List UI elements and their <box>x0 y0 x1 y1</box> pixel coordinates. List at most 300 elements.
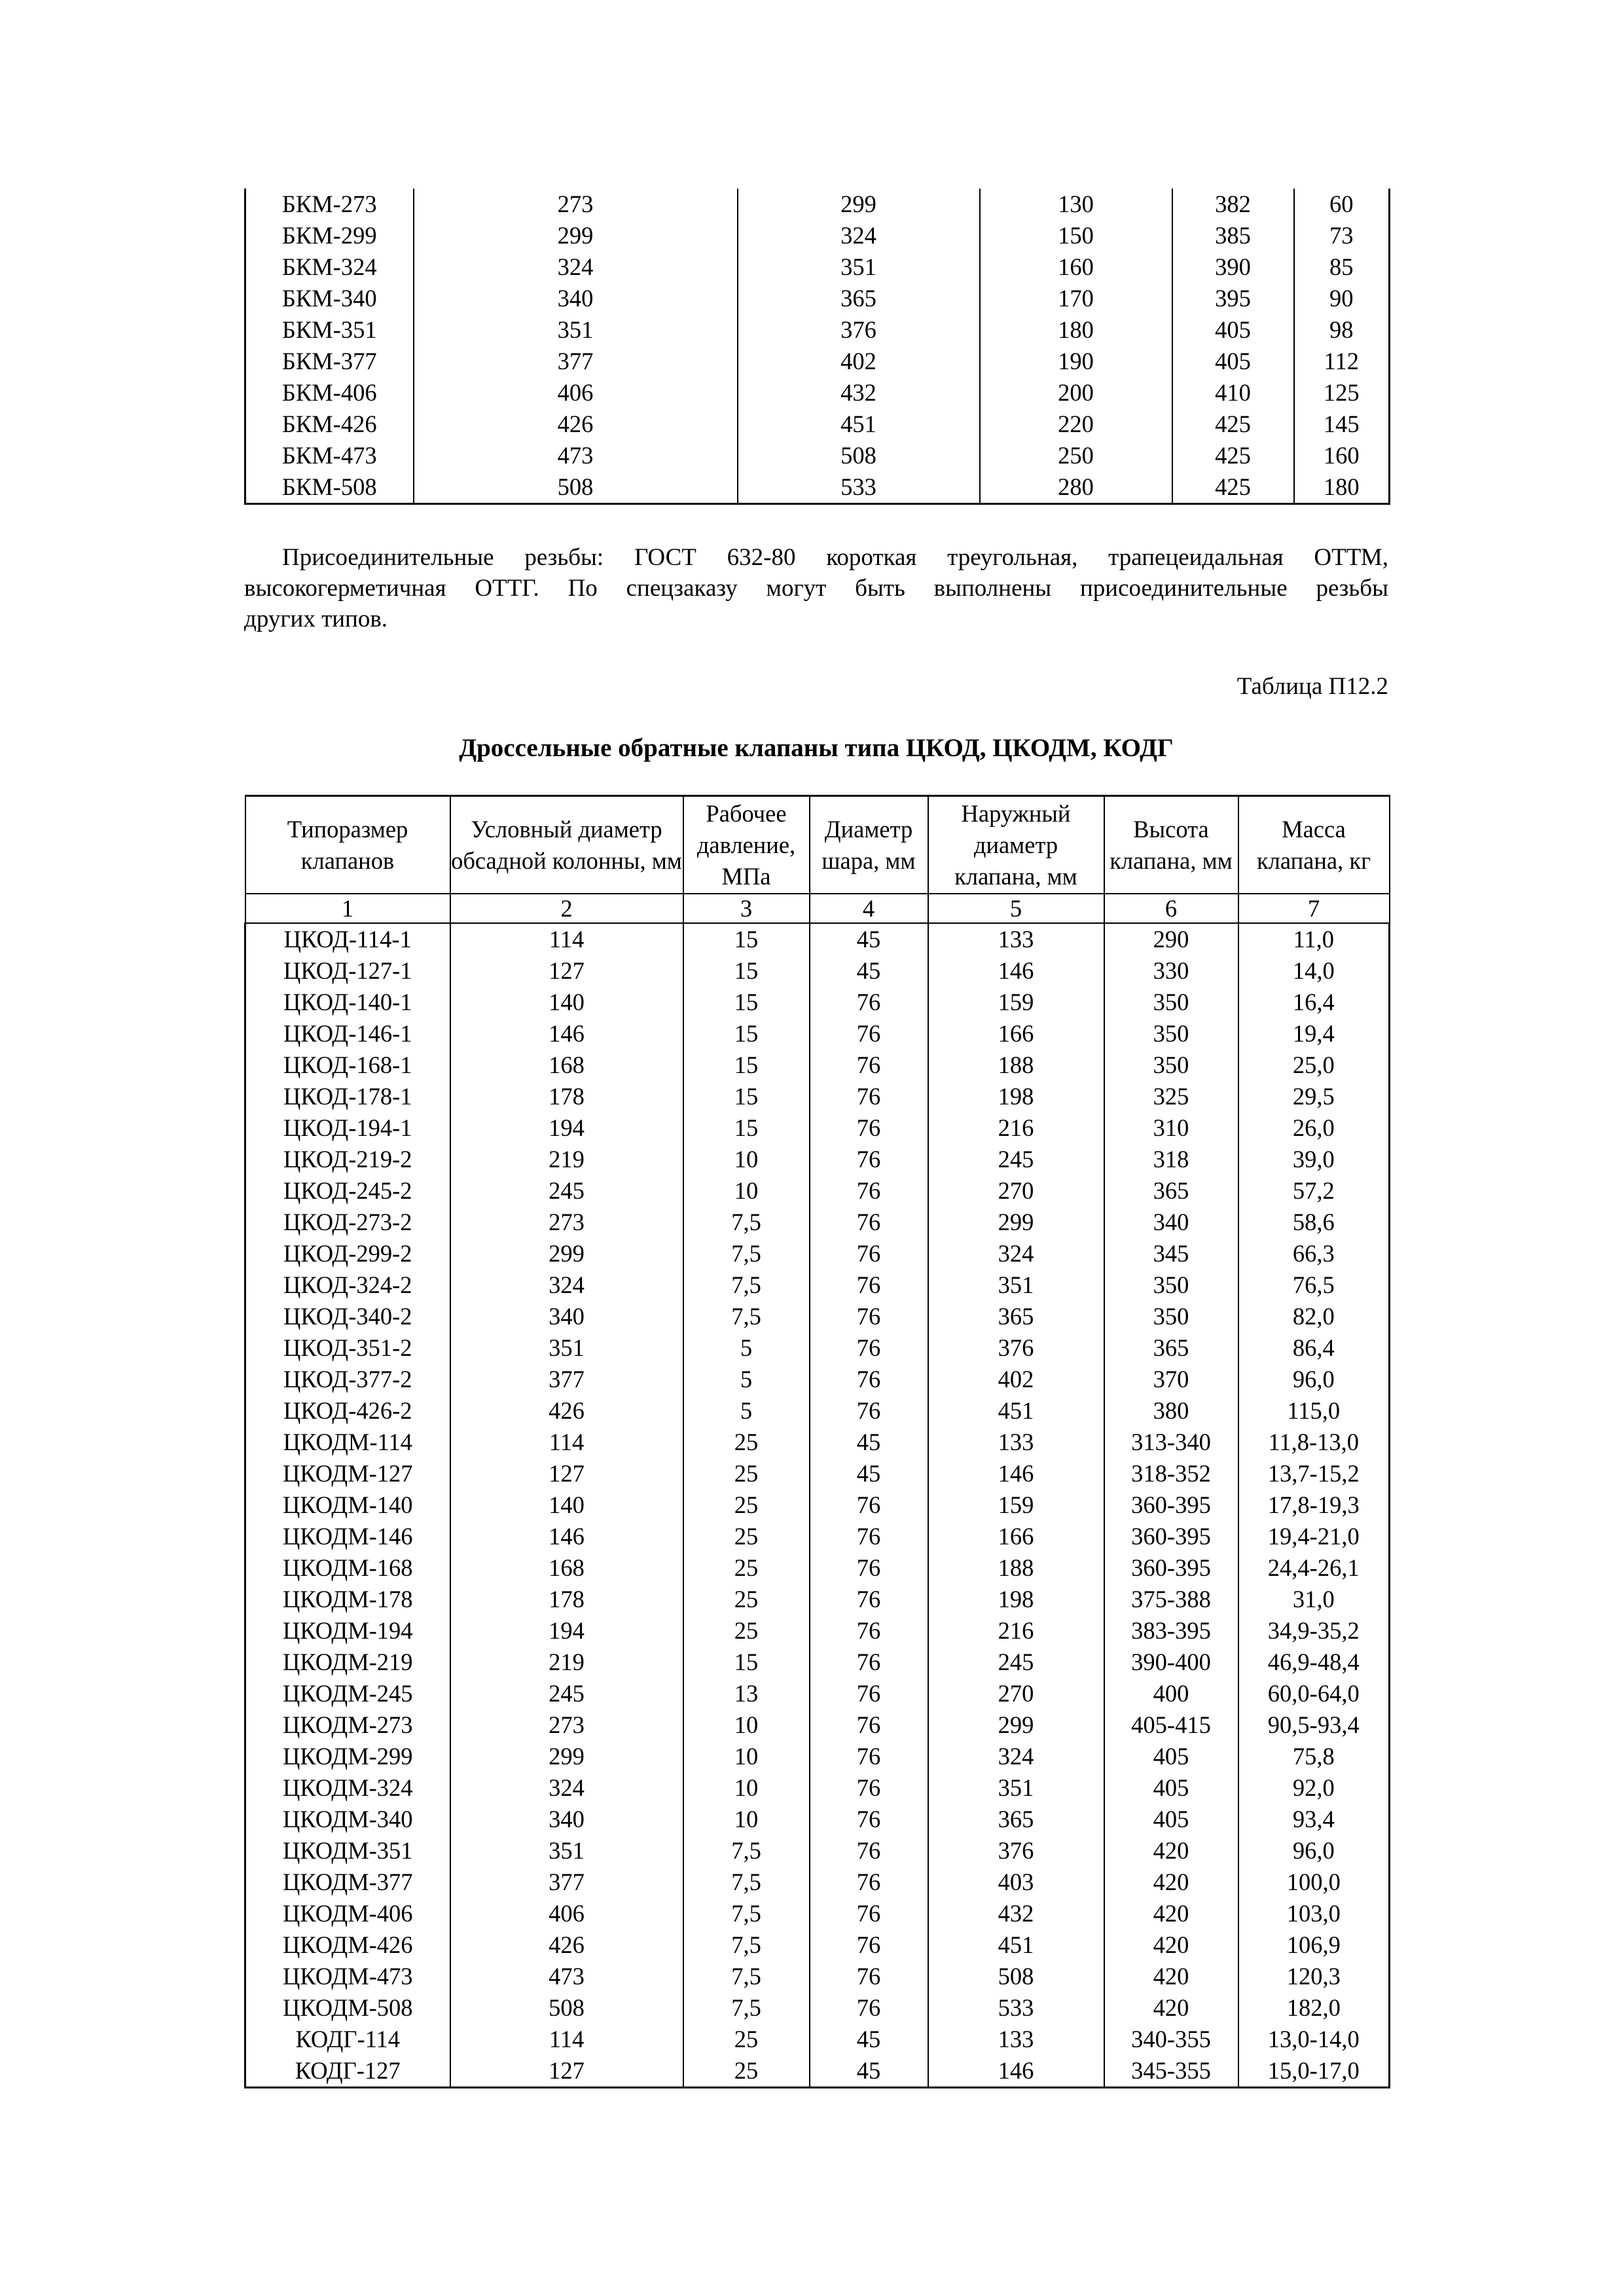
table-cell: 420 <box>1104 1898 1238 1929</box>
table-cell: 382 <box>1172 189 1294 220</box>
table-cell: 58,6 <box>1238 1207 1390 1238</box>
table-cell: 90 <box>1294 283 1390 314</box>
table-row <box>245 1678 1390 1709</box>
table-cell: ЦКОДМ-324 <box>245 1772 450 1804</box>
table-cell: 318-352 <box>1104 1458 1238 1489</box>
table-cell: 46,9-48,4 <box>1238 1647 1390 1678</box>
table-cell: 14,0 <box>1238 955 1390 987</box>
table-cell: 125 <box>1294 377 1390 409</box>
table-cell: БКМ-351 <box>245 314 414 346</box>
table-cell: 245 <box>450 1175 683 1207</box>
table-cell: 350 <box>1104 1018 1238 1049</box>
table-cell: 168 <box>450 1552 683 1584</box>
table-cell: 178 <box>450 1081 683 1112</box>
table-row <box>245 1427 1390 1458</box>
table-cell: 365 <box>928 1301 1104 1332</box>
table-row <box>245 1018 1390 1049</box>
table-cell: ЦКОДМ-273 <box>245 1709 450 1741</box>
table-cell: 508 <box>414 471 738 504</box>
table-cell: 351 <box>450 1332 683 1364</box>
table-cell: 405-415 <box>1104 1709 1238 1741</box>
table-cell: 405 <box>1104 1741 1238 1772</box>
table-cell: 376 <box>738 314 980 346</box>
table-cell: ЦКОДМ-473 <box>245 1961 450 1992</box>
table-row <box>245 1301 1390 1332</box>
table-cell: 76 <box>810 1112 928 1144</box>
valves-table <box>244 795 1390 2088</box>
table-cell: 5 <box>683 1332 810 1364</box>
table-cell: 75,8 <box>1238 1741 1390 1772</box>
table-cell: 114 <box>450 2024 683 2055</box>
table-cell: 160 <box>980 251 1172 283</box>
table-cell: 10 <box>683 1175 810 1207</box>
table-cell: 34,9-35,2 <box>1238 1615 1390 1647</box>
table-cell: 318 <box>1104 1144 1238 1175</box>
header-casing-diameter: Условный диаметр обсадной колонны, мм <box>450 796 683 894</box>
column-number: 3 <box>683 894 810 923</box>
table-cell: 45 <box>810 923 928 955</box>
table-cell: 76 <box>810 1364 928 1395</box>
table-cell: 245 <box>928 1144 1104 1175</box>
table-cell: 15 <box>683 987 810 1018</box>
table-cell: 7,5 <box>683 1301 810 1332</box>
table-cell: 194 <box>450 1112 683 1144</box>
table-cell: ЦКОД-426-2 <box>245 1395 450 1427</box>
column-number: 5 <box>928 894 1104 923</box>
table-row <box>245 220 1390 251</box>
column-number: 4 <box>810 894 928 923</box>
table-cell: 15 <box>683 1018 810 1049</box>
table-cell: 377 <box>450 1364 683 1395</box>
table-cell: 340-355 <box>1104 2024 1238 2055</box>
table-cell: 533 <box>928 1992 1104 2024</box>
table-cell: 29,5 <box>1238 1081 1390 1112</box>
table-cell: ЦКОД-219-2 <box>245 1144 450 1175</box>
table-cell: 76 <box>810 1647 928 1678</box>
table-cell: 10 <box>683 1144 810 1175</box>
table-row <box>245 1584 1390 1615</box>
table-cell: 432 <box>738 377 980 409</box>
table-cell: 194 <box>450 1615 683 1647</box>
table-cell: 159 <box>928 1489 1104 1521</box>
table-cell: 7,5 <box>683 1898 810 1929</box>
table-cell: 76 <box>810 1552 928 1584</box>
table-cell: ЦКОДМ-194 <box>245 1615 450 1647</box>
table-cell: 25,0 <box>1238 1049 1390 1081</box>
table-cell: 17,8-19,3 <box>1238 1489 1390 1521</box>
table-cell: 350 <box>1104 1269 1238 1301</box>
table-cell: 166 <box>928 1018 1104 1049</box>
table-cell: 383-395 <box>1104 1615 1238 1647</box>
table-row <box>245 314 1390 346</box>
table-cell: 7,5 <box>683 1238 810 1269</box>
table-cell: 15 <box>683 1049 810 1081</box>
table-cell: БКМ-299 <box>245 220 414 251</box>
header-mass: Масса клапана, кг <box>1238 796 1390 894</box>
table-cell: 15 <box>683 955 810 987</box>
table-cell: 26,0 <box>1238 1112 1390 1144</box>
table-cell: 365 <box>1104 1332 1238 1364</box>
table-cell: 15 <box>683 1647 810 1678</box>
table-cell: 25 <box>683 1458 810 1489</box>
table-cell: 25 <box>683 1521 810 1552</box>
table-cell: 19,4 <box>1238 1018 1390 1049</box>
table-cell: 10 <box>683 1741 810 1772</box>
table-row <box>245 1395 1390 1427</box>
table-cell: 76 <box>810 1867 928 1898</box>
table-cell: 76 <box>810 1615 928 1647</box>
table-cell: 508 <box>450 1992 683 2024</box>
table-cell: 219 <box>450 1144 683 1175</box>
table-cell: 76,5 <box>1238 1269 1390 1301</box>
table-cell: 127 <box>450 955 683 987</box>
table-row <box>245 1835 1390 1867</box>
table-cell: ЦКОД-377-2 <box>245 1364 450 1395</box>
table-cell: 380 <box>1104 1395 1238 1427</box>
table-title: Дроссельные обратные клапаны типа ЦКОД, ЦКОДМ, КОДГ <box>459 734 1174 762</box>
table-cell: 130 <box>980 189 1172 220</box>
table-cell: 13,7-15,2 <box>1238 1458 1390 1489</box>
table-cell: 420 <box>1104 1992 1238 2024</box>
header-size: Типоразмер клапанов <box>245 796 450 894</box>
table-cell: ЦКОД-168-1 <box>245 1049 450 1081</box>
table-cell: БКМ-473 <box>245 440 414 471</box>
table-row <box>245 1709 1390 1741</box>
thread-note-paragraph <box>244 542 1388 634</box>
table-cell: 403 <box>928 1867 1104 1898</box>
table-cell: 140 <box>450 1489 683 1521</box>
table-row <box>245 346 1390 377</box>
table-cell: ЦКОДМ-178 <box>245 1584 450 1615</box>
table-cell: 426 <box>450 1395 683 1427</box>
table-cell: ЦКОДМ-340 <box>245 1804 450 1835</box>
table-cell: 188 <box>928 1552 1104 1584</box>
table-row <box>245 1238 1390 1269</box>
table-cell: БКМ-377 <box>245 346 414 377</box>
column-number: 6 <box>1104 894 1238 923</box>
table-cell: 146 <box>450 1521 683 1552</box>
table-cell: 400 <box>1104 1678 1238 1709</box>
table-cell: ЦКОДМ-127 <box>245 1458 450 1489</box>
table-cell: 159 <box>928 987 1104 1018</box>
table-cell: 76 <box>810 1804 928 1835</box>
table-cell: 508 <box>928 1961 1104 1992</box>
table-row <box>245 189 1390 220</box>
paragraph-line-1: Присоединительные резьбы: ГОСТ 632-80 короткая треугольная, трапецеидальная ОТТМ, <box>282 544 1388 571</box>
table-row <box>245 1772 1390 1804</box>
table-cell: 100,0 <box>1238 1867 1390 1898</box>
table-cell: 133 <box>928 1427 1104 1458</box>
table-cell: БКМ-324 <box>245 251 414 283</box>
table-cell: 180 <box>980 314 1172 346</box>
table-cell: 533 <box>738 471 980 504</box>
table-cell: 406 <box>414 377 738 409</box>
table-row <box>245 1207 1390 1238</box>
table-cell: 7,5 <box>683 1961 810 1992</box>
table-cell: 160 <box>1294 440 1390 471</box>
table-cell: 39,0 <box>1238 1144 1390 1175</box>
table-cell: ЦКОД-114-1 <box>245 923 450 955</box>
table-cell: 115,0 <box>1238 1395 1390 1427</box>
header-outer-diameter: Наружный диаметр клапана, мм <box>928 796 1104 894</box>
table-row <box>245 1741 1390 1772</box>
table-cell: 168 <box>450 1049 683 1081</box>
table-cell: 76 <box>810 1395 928 1427</box>
table-row <box>245 1552 1390 1584</box>
table-cell: 324 <box>738 220 980 251</box>
table-cell: 170 <box>980 283 1172 314</box>
table-cell: ЦКОДМ-114 <box>245 1427 450 1458</box>
table-cell: 345-355 <box>1104 2055 1238 2088</box>
table-cell: ЦКОД-140-1 <box>245 987 450 1018</box>
table-row <box>245 1615 1390 1647</box>
table-cell: 405 <box>1172 346 1294 377</box>
table-cell: 299 <box>928 1207 1104 1238</box>
table-cell: 385 <box>1172 220 1294 251</box>
table-cell: ЦКОДМ-140 <box>245 1489 450 1521</box>
table-cell: 76 <box>810 1741 928 1772</box>
table-cell: 376 <box>928 1332 1104 1364</box>
table-cell: 25 <box>683 1427 810 1458</box>
table-cell: 60 <box>1294 189 1390 220</box>
table-cell: 351 <box>450 1835 683 1867</box>
header-ball-diameter: Диаметр шара, мм <box>810 796 928 894</box>
table-cell: БКМ-273 <box>245 189 414 220</box>
table-cell: 96,0 <box>1238 1835 1390 1867</box>
table-cell: 15,0-17,0 <box>1238 2055 1390 2088</box>
table-cell: 410 <box>1172 377 1294 409</box>
paragraph-line-3: других типов. <box>244 606 388 632</box>
table-cell: 146 <box>928 2055 1104 2088</box>
table-cell: 188 <box>928 1049 1104 1081</box>
table-cell: 390 <box>1172 251 1294 283</box>
table-cell: 350 <box>1104 1301 1238 1332</box>
table-cell: 420 <box>1104 1961 1238 1992</box>
table-cell: 299 <box>928 1709 1104 1741</box>
table-cell: 45 <box>810 2024 928 2055</box>
table-cell: 7,5 <box>683 1269 810 1301</box>
table-cell: 13,0-14,0 <box>1238 2024 1390 2055</box>
table-cell: 280 <box>980 471 1172 504</box>
table-cell: БКМ-340 <box>245 283 414 314</box>
table-cell: 299 <box>450 1238 683 1269</box>
table-cell: 198 <box>928 1584 1104 1615</box>
table-cell: 325 <box>1104 1081 1238 1112</box>
table-row <box>245 1364 1390 1395</box>
table-cell: 76 <box>810 1269 928 1301</box>
table-cell: 290 <box>1104 923 1238 955</box>
table-cell: 24,4-26,1 <box>1238 1552 1390 1584</box>
table-cell: 82,0 <box>1238 1301 1390 1332</box>
table-row <box>245 409 1390 440</box>
table-cell: 76 <box>810 987 928 1018</box>
table-cell: 5 <box>683 1364 810 1395</box>
table-cell: 146 <box>928 955 1104 987</box>
table-cell: ЦКОДМ-245 <box>245 1678 450 1709</box>
table-row <box>245 1647 1390 1678</box>
table-cell: 7,5 <box>683 1207 810 1238</box>
table-row <box>245 1112 1390 1144</box>
header-row <box>245 796 1390 894</box>
table-cell: 350 <box>1104 1049 1238 1081</box>
table-cell: 19,4-21,0 <box>1238 1521 1390 1552</box>
table-row <box>245 1049 1390 1081</box>
table-cell: 7,5 <box>683 1867 810 1898</box>
table-cell: 395 <box>1172 283 1294 314</box>
table-cell: 92,0 <box>1238 1772 1390 1804</box>
table-cell: 375-388 <box>1104 1584 1238 1615</box>
header-height: Высота клапана, мм <box>1104 796 1238 894</box>
table-cell: 220 <box>980 409 1172 440</box>
table-row <box>245 1458 1390 1489</box>
table-cell: 103,0 <box>1238 1898 1390 1929</box>
table-caption: Таблица П12.2 <box>1236 673 1388 700</box>
table-cell: 112 <box>1294 346 1390 377</box>
table-cell: 405 <box>1104 1772 1238 1804</box>
table-cell: ЦКОД-324-2 <box>245 1269 450 1301</box>
table-cell: 76 <box>810 1521 928 1552</box>
table-cell: 76 <box>810 1332 928 1364</box>
table-cell: 473 <box>450 1961 683 1992</box>
table-cell: 360-395 <box>1104 1521 1238 1552</box>
table-cell: 25 <box>683 2055 810 2088</box>
table-cell: 390-400 <box>1104 1647 1238 1678</box>
table-cell: 250 <box>980 440 1172 471</box>
table-cell: 145 <box>1294 409 1390 440</box>
table-cell: 15 <box>683 1081 810 1112</box>
table-cell: 310 <box>1104 1112 1238 1144</box>
table-row <box>245 283 1390 314</box>
table-cell: 76 <box>810 1898 928 1929</box>
table-cell: 7,5 <box>683 1835 810 1867</box>
table-cell: 85 <box>1294 251 1390 283</box>
table-cell: ЦКОД-273-2 <box>245 1207 450 1238</box>
table-cell: 98 <box>1294 314 1390 346</box>
table-row <box>245 251 1390 283</box>
table-cell: 420 <box>1104 1835 1238 1867</box>
table-cell: 299 <box>738 189 980 220</box>
table-cell: 425 <box>1172 409 1294 440</box>
table-cell: 273 <box>414 189 738 220</box>
table-cell: ЦКОД-194-1 <box>245 1112 450 1144</box>
table-cell: 127 <box>450 1458 683 1489</box>
table-cell: 60,0-64,0 <box>1238 1678 1390 1709</box>
table-cell: 273 <box>450 1207 683 1238</box>
table-cell: ЦКОДМ-426 <box>245 1929 450 1961</box>
column-number-row <box>245 894 1390 923</box>
table-cell: 25 <box>683 2024 810 2055</box>
table-row <box>245 1992 1390 2024</box>
table-cell: 451 <box>928 1395 1104 1427</box>
table-cell: КОДГ-127 <box>245 2055 450 2088</box>
table-cell: 365 <box>1104 1175 1238 1207</box>
table-cell: ЦКОДМ-299 <box>245 1741 450 1772</box>
table-cell: 406 <box>450 1898 683 1929</box>
table-cell: 426 <box>414 409 738 440</box>
table-cell: 273 <box>450 1709 683 1741</box>
table-cell: ЦКОДМ-146 <box>245 1521 450 1552</box>
table-cell: 299 <box>414 220 738 251</box>
table-cell: 219 <box>450 1647 683 1678</box>
table-cell: 133 <box>928 923 1104 955</box>
table-cell: 340 <box>1104 1207 1238 1238</box>
table-cell: 198 <box>928 1081 1104 1112</box>
header-pressure: Рабочее давление, МПа <box>683 796 810 894</box>
table-cell: 76 <box>810 1992 928 2024</box>
table-cell: 190 <box>980 346 1172 377</box>
table-cell: 340 <box>450 1804 683 1835</box>
table-cell: 127 <box>450 2055 683 2088</box>
table-cell: 76 <box>810 1081 928 1112</box>
table-cell: 402 <box>738 346 980 377</box>
table-cell: 76 <box>810 1772 928 1804</box>
table-cell: 425 <box>1172 471 1294 504</box>
table-cell: 11,8-13,0 <box>1238 1427 1390 1458</box>
table-cell: 13 <box>683 1678 810 1709</box>
table-cell: 425 <box>1172 440 1294 471</box>
table-cell: ЦКОДМ-406 <box>245 1898 450 1929</box>
table-cell: БКМ-406 <box>245 377 414 409</box>
table-cell: 432 <box>928 1898 1104 1929</box>
table-row <box>245 1332 1390 1364</box>
table-cell: 405 <box>1172 314 1294 346</box>
table-row <box>245 377 1390 409</box>
table-cell: ЦКОДМ-168 <box>245 1552 450 1584</box>
table-cell: 377 <box>450 1867 683 1898</box>
table-cell: 76 <box>810 1678 928 1709</box>
table-cell: 324 <box>414 251 738 283</box>
table-cell: 180 <box>1294 471 1390 504</box>
table-row <box>245 1269 1390 1301</box>
table-row <box>245 1489 1390 1521</box>
table-cell: ЦКОДМ-508 <box>245 1992 450 2024</box>
table-cell: ЦКОД-127-1 <box>245 955 450 987</box>
column-number: 1 <box>245 894 450 923</box>
table-cell: 324 <box>928 1238 1104 1269</box>
table-cell: 299 <box>450 1741 683 1772</box>
table-cell: 351 <box>414 314 738 346</box>
table-cell: 25 <box>683 1489 810 1521</box>
table-cell: 216 <box>928 1615 1104 1647</box>
table-row <box>245 471 1390 504</box>
table-cell: 350 <box>1104 987 1238 1018</box>
table-cell: 76 <box>810 1709 928 1741</box>
table-cell: 270 <box>928 1175 1104 1207</box>
column-number: 2 <box>450 894 683 923</box>
table-row <box>245 2024 1390 2055</box>
table-cell: 7,5 <box>683 1992 810 2024</box>
table-cell: ЦКОДМ-351 <box>245 1835 450 1867</box>
table-cell: 324 <box>450 1772 683 1804</box>
table-cell: 45 <box>810 955 928 987</box>
table-cell: 76 <box>810 1584 928 1615</box>
table-row <box>245 1081 1390 1112</box>
table-cell: 473 <box>414 440 738 471</box>
table-cell: 377 <box>414 346 738 377</box>
table-cell: 57,2 <box>1238 1175 1390 1207</box>
table-cell: 405 <box>1104 1804 1238 1835</box>
table-cell: 313-340 <box>1104 1427 1238 1458</box>
table-cell: 76 <box>810 1207 928 1238</box>
table-cell: 86,4 <box>1238 1332 1390 1364</box>
table-cell: 216 <box>928 1112 1104 1144</box>
table-cell: 25 <box>683 1552 810 1584</box>
table-cell: 140 <box>450 987 683 1018</box>
table-cell: 45 <box>810 2055 928 2088</box>
table-cell: ЦКОД-146-1 <box>245 1018 450 1049</box>
table-cell: 133 <box>928 2024 1104 2055</box>
table-cell: 324 <box>450 1269 683 1301</box>
